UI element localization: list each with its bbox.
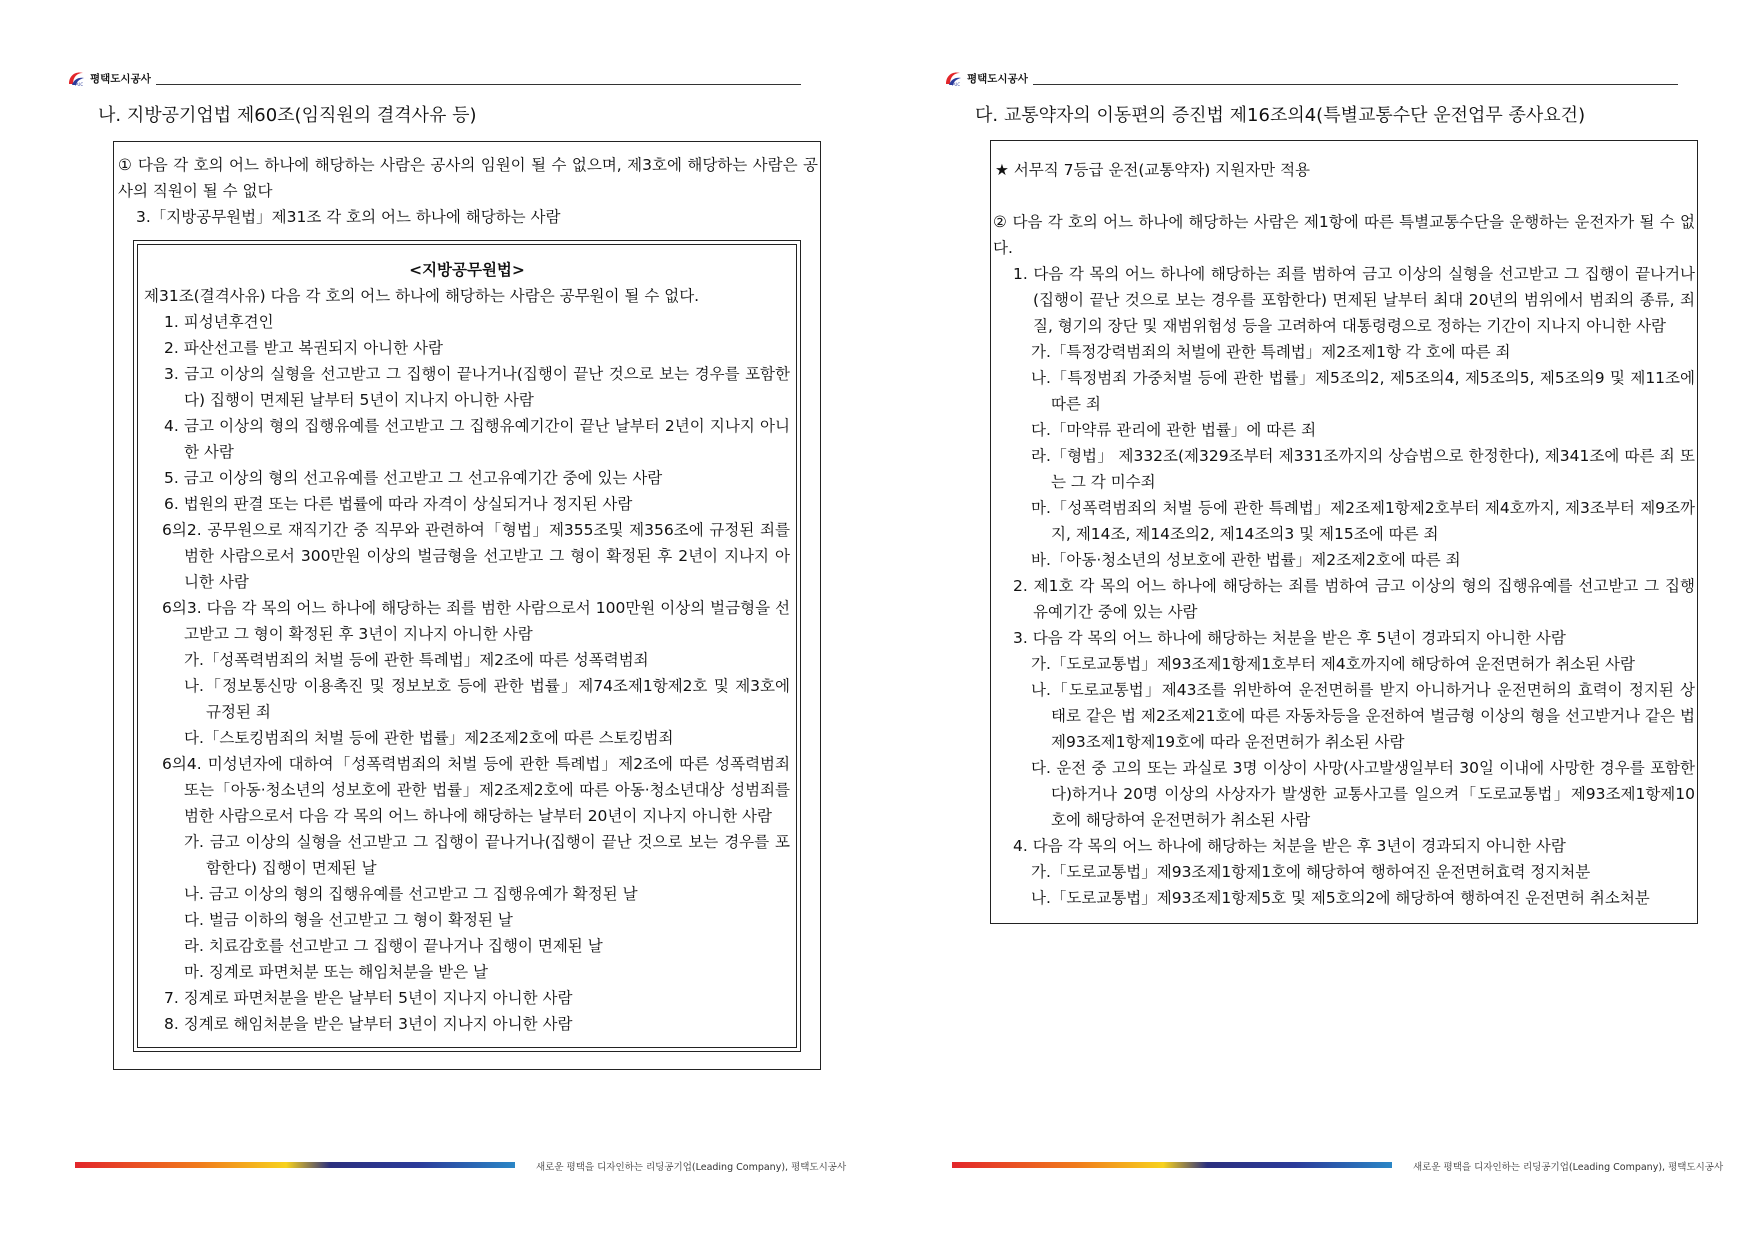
page-header	[66, 69, 801, 87]
sub-item: 나.「특정범죄 가중처벌 등에 관한 법률」제5조의2, 제5조의4, 제5조의5, 제5조의9 및 제11조에 따른 죄	[1031, 369, 1695, 413]
sub-item: 가.「도로교통법」제93조제1항제1호부터 제4호까지에 해당하여 운전면허가 취소된 사람	[1031, 655, 1635, 673]
sub-item: 다.「스토킹범죄의 처벌 등에 관한 법률」제2조제2호에 따른 스토킹범죄	[184, 729, 674, 747]
sub-item: 다.「마약류 관리에 관한 법률」에 따른 죄	[1031, 421, 1317, 439]
item-1: 1. 다음 각 목의 어느 하나에 해당하는 죄를 범하여 금고 이상의 실형을 선고받고 그 집행이 끝나거나(집행이 끝난 것으로 보는 경우를 포함한다) 면제된 날부터 최대 20년의 범위에서 범죄의 종류, 죄질, 형기의 장단 및 재범위험성 등을 고려하여 대통령령으로 정하는 기간이 지나지 아니한 사람	[1013, 265, 1695, 335]
law-box	[113, 141, 821, 1070]
puc-logo-icon	[66, 69, 86, 87]
article-31: 제31조(결격사유) 다음 각 호의 어느 하나에 해당하는 사람은 공무원이 될 수 없다.	[144, 287, 700, 305]
nested-law-box	[133, 240, 801, 1052]
item-2: 2. 제1호 각 목의 어느 하나에 해당하는 죄를 범하여 금고 이상의 형의 집행유예를 선고받고 그 집행유예기간 중에 있는 사람	[1013, 577, 1695, 621]
sub-item: 라. 치료감호를 선고받고 그 집행이 끝나거나 집행이 면제된 날	[184, 937, 603, 955]
intro-paragraph: ② 다음 각 호의 어느 하나에 해당하는 사람은 제1항에 따른 특별교통수단을 운행하는 운전자가 될 수 없다.	[993, 213, 1695, 257]
list-item: 3. 금고 이상의 실형을 선고받고 그 집행이 끝나거나(집행이 끝난 것으로 보는 경우를 포함한다) 집행이 면제된 날부터 5년이 지나지 아니한 사람	[164, 365, 790, 409]
svg-text:PUC: PUC	[75, 82, 84, 87]
nested-box-heading: <지방공무원법>	[409, 261, 525, 279]
sub-item: 가. 금고 이상의 실형을 선고받고 그 집행이 끝나거나(집행이 끝난 것으로 보는 경우를 포함한다) 집행이 면제된 날	[184, 833, 790, 877]
sub-item: 나.「정보통신망 이용촉진 및 정보보호 등에 관한 법률」제74조제1항제2호 및 제3호에 규정된 죄	[184, 677, 790, 721]
footer-slogan: 새로운 평택을 디자인하는 리딩공기업(Leading Company), 평택도시공사	[536, 1162, 847, 1173]
sub-item: 라.「형법」 제332조(제329조부터 제331조까지의 상습범으로 한정한다), 제341조에 따른 죄 또는 그 각 미수죄	[1031, 447, 1695, 491]
list-item: 5. 금고 이상의 형의 선고유예를 선고받고 그 선고유예기간 중에 있는 사람	[164, 469, 663, 487]
item-3: 3. 다음 각 목의 어느 하나에 해당하는 처분을 받은 후 5년이 경과되지 아니한 사람	[1013, 629, 1566, 647]
page-footer	[952, 1157, 1752, 1177]
sub-item: 바.「아동·청소년의 성보호에 관한 법률」제2조제2호에 따른 죄	[1031, 551, 1461, 569]
intro-paragraph: ① 다음 각 호의 어느 하나에 해당하는 사람은 공사의 임원이 될 수 없으며, 제3호에 해당하는 사람은 공사의 직원이 될 수 없다	[118, 156, 818, 200]
law-box	[990, 140, 1698, 924]
section-title: 나. 지방공기업법 제60조(임직원의 결격사유 등)	[98, 105, 477, 126]
org-name: 평택도시공사	[967, 73, 1028, 85]
sub-item: 다. 운전 중 고의 또는 과실로 3명 이상이 사망(사고발생일부터 30일 이내에 사망한 경우를 포함한다)하거나 20명 이상의 사상자가 발생한 교통사고를 일으켜「도로교통법」제93조제1항제10호에 해당하여 운전면허가 취소된 사람	[1031, 759, 1695, 829]
applicability-note: ★ 서무직 7등급 운전(교통약자) 지원자만 적용	[995, 161, 1311, 179]
list-item: 4. 금고 이상의 형의 집행유예를 선고받고 그 집행유예기간이 끝난 날부터 2년이 지나지 아니한 사람	[164, 417, 790, 461]
footer-color-bar	[952, 1162, 1392, 1168]
sub-item: 가.「도로교통법」제93조제1항제1호에 해당하여 행하여진 운전면허효력 정지처분	[1031, 863, 1591, 881]
sub-item: 가.「특정강력범죄의 처벌에 관한 특례법」제2조제1항 각 호에 따른 죄	[1031, 343, 1511, 361]
footer-color-bar	[75, 1162, 515, 1168]
list-item: 7. 징계로 파면처분을 받은 날부터 5년이 지나지 아니한 사람	[164, 989, 573, 1007]
sub-item: 마. 징계로 파면처분 또는 해임처분을 받은 날	[184, 963, 489, 981]
list-item-6-3: 6의3. 다음 각 목의 어느 하나에 해당하는 죄를 범한 사람으로서 100만원 이상의 벌금형을 선고받고 그 형이 확정된 후 3년이 지나지 아니한 사람	[162, 599, 790, 643]
list-item-6-2: 6의2. 공무원으로 재직기간 중 직무와 관련하여「형법」제355조및 제356조에 규정된 죄를 범한 사람으로서 300만원 이상의 벌금형을 선고받고 그 형이 확정된 후 2년이 지나지 아니한 사람	[162, 521, 790, 591]
sub-item: 가.「성폭력범죄의 처벌 등에 관한 특례법」제2조에 따른 성폭력범죄	[184, 651, 649, 669]
list-item: 2. 파산선고를 받고 복권되지 아니한 사람	[164, 339, 443, 357]
section-title: 다. 교통약자의 이동편의 증진법 제16조의4(특별교통수단 운전업무 종사요건)	[975, 105, 1586, 126]
list-item: 8. 징계로 해임처분을 받은 날부터 3년이 지나지 아니한 사람	[164, 1015, 573, 1033]
sub-item: 마.「성폭력범죄의 처벌 등에 관한 특례법」제2조제1항제2호부터 제4호까지, 제3조부터 제9조까지, 제14조, 제14조의2, 제14조의3 및 제15조에 따른 죄	[1031, 499, 1695, 543]
list-item: 1. 피성년후견인	[164, 313, 274, 331]
header-rule	[1033, 84, 1678, 85]
svg-text:PUC: PUC	[952, 82, 961, 87]
list-item: 6. 법원의 판결 또는 다른 법률에 따라 자격이 상실되거나 정지된 사람	[164, 495, 633, 513]
sub-item: 나. 금고 이상의 형의 집행유예를 선고받고 그 집행유예가 확정된 날	[184, 885, 638, 903]
sub-item: 다. 벌금 이하의 형을 선고받고 그 형이 확정된 날	[184, 911, 513, 929]
footer-slogan: 새로운 평택을 디자인하는 리딩공기업(Leading Company), 평택도시공사	[1413, 1162, 1724, 1173]
page-header	[943, 69, 1678, 87]
sub-item: 나.「도로교통법」제93조제1항제5호 및 제5호의2에 해당하여 행하여진 운전면허 취소처분	[1031, 889, 1650, 907]
item-3: 3.「지방공무원법」제31조 각 호의 어느 하나에 해당하는 사람	[136, 208, 561, 226]
right-page	[877, 0, 1754, 1240]
page-footer	[75, 1157, 875, 1177]
header-rule	[156, 84, 801, 85]
sub-item: 나.「도로교통법」제43조를 위반하여 운전면허를 받지 아니하거나 운전면허의 효력이 정지된 상태로 같은 법 제2조제21호에 따른 자동차등을 운전하여 벌금형 이상의 형을 선고받거나 같은 법 제93조제1항제19호에 따라 운전면허가 취소된 사람	[1031, 681, 1695, 751]
list-item-6-4: 6의4. 미성년자에 대하여「성폭력범죄의 처벌 등에 관한 특례법」제2조에 따른 성폭력범죄 또는「아동·청소년의 성보호에 관한 법률」제2조제2호에 따른 아동·청소년대상 성범죄를 범한 사람으로서 다음 각 목의 어느 하나에 해당하는 날부터 20년이 지나지 아니한 사람	[162, 755, 790, 825]
puc-logo-icon	[943, 69, 963, 87]
org-name: 평택도시공사	[90, 73, 151, 85]
item-4: 4. 다음 각 목의 어느 하나에 해당하는 처분을 받은 후 3년이 경과되지 아니한 사람	[1013, 837, 1566, 855]
